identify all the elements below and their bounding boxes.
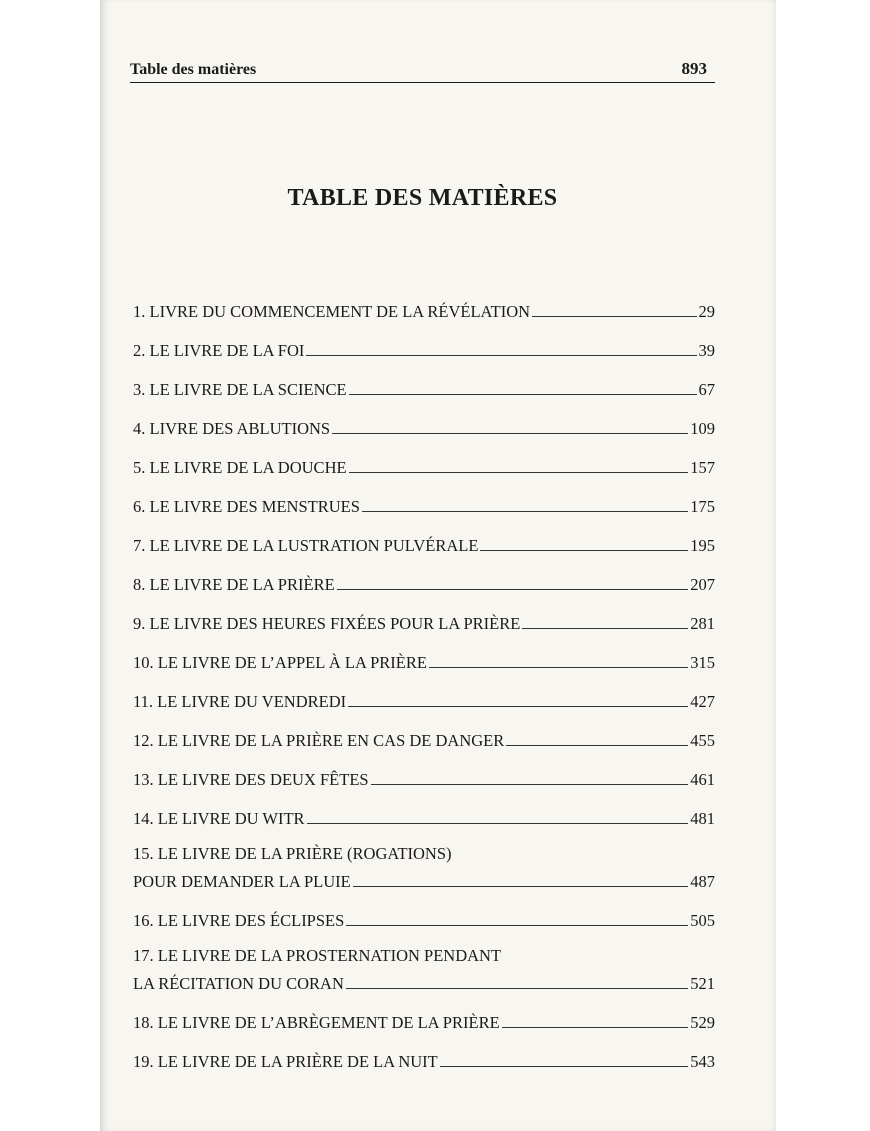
- toc-entry-row: [133, 1048, 715, 1072]
- toc-entry-label: 13. LE LIVRE DES DEUX FÊTES: [133, 770, 369, 789]
- toc-leader-line: [332, 433, 688, 434]
- toc-entry: [133, 415, 715, 439]
- toc-entry-page-number: 455: [690, 731, 715, 750]
- toc-leader-line: [371, 784, 689, 785]
- toc-entry: [133, 946, 715, 994]
- toc-entry-label: POUR DEMANDER LA PLUIE: [133, 872, 351, 891]
- toc-entry-row: [133, 415, 715, 439]
- toc-entry: [133, 493, 715, 517]
- toc-leader-line: [346, 925, 688, 926]
- toc-entry: [133, 532, 715, 556]
- toc-entry: [133, 844, 715, 892]
- toc-entry: [133, 805, 715, 829]
- toc-entry-label: 19. LE LIVRE DE LA PRIÈRE DE LA NUIT: [133, 1052, 438, 1071]
- toc-entry-label: 11. LE LIVRE DU VENDREDI: [133, 692, 347, 711]
- toc-entry-label: 10. LE LIVRE DE L’APPEL À LA PRIÈRE: [133, 653, 427, 672]
- toc-leader-line: [306, 355, 696, 356]
- toc-entry-label: 4. LIVRE DES ABLUTIONS: [133, 419, 331, 438]
- toc-entry-page-number: 281: [690, 614, 715, 633]
- toc-entry-label: 18. LE LIVRE DE L’ABRÈGEMENT DE LA PRIÈRE: [133, 1013, 500, 1032]
- toc-leader-line: [337, 589, 689, 590]
- toc-entry: [133, 337, 715, 361]
- toc-entry: [133, 1009, 715, 1033]
- toc-entry-page-number: 487: [690, 872, 715, 891]
- toc-entry: [133, 649, 715, 673]
- toc-entry-page-number: 157: [690, 458, 715, 477]
- toc-entry-label: 2. LE LIVRE DE LA FOI: [133, 341, 305, 360]
- toc-entry: [133, 688, 715, 712]
- toc-entry-row: [133, 1009, 715, 1033]
- toc-entry-page-number: 39: [698, 341, 715, 360]
- toc-entry-row: [133, 571, 715, 595]
- toc-entry-page-number: 207: [690, 575, 715, 594]
- toc-entry-page-number: 461: [690, 770, 715, 789]
- toc-entry-label: 12. LE LIVRE DE LA PRIÈRE EN CAS DE DANGER: [133, 731, 505, 750]
- toc-entry-page-number: 427: [690, 692, 715, 711]
- toc-entry-row: [133, 970, 715, 994]
- toc-entry-row: [133, 907, 715, 931]
- page-title: TABLE DES MATIÈRES: [287, 185, 558, 211]
- toc-leader-line: [502, 1027, 689, 1028]
- running-header: [130, 58, 715, 83]
- toc-leader-line: [348, 706, 688, 707]
- toc-entry: [133, 610, 715, 634]
- toc-entry-row: [133, 298, 715, 322]
- toc-entry-row: [133, 766, 715, 790]
- toc-leader-line: [349, 472, 689, 473]
- table-of-contents: [133, 298, 715, 1087]
- toc-entry: [133, 376, 715, 400]
- toc-entry-title-line: 17. LE LIVRE DE LA PROSTERNATION PENDANT: [133, 946, 502, 965]
- toc-entry-label: 3. LE LIVRE DE LA SCIENCE: [133, 380, 347, 399]
- toc-entry-label: 7. LE LIVRE DE LA LUSTRATION PULVÉRALE: [133, 536, 479, 555]
- running-header-page-number: 893: [681, 59, 707, 78]
- toc-entry-page-number: 67: [698, 380, 715, 399]
- toc-entry-page-number: 175: [690, 497, 715, 516]
- toc-entry-row: [133, 649, 715, 673]
- toc-entry: [133, 298, 715, 322]
- toc-entry-label: 5. LE LIVRE DE LA DOUCHE: [133, 458, 347, 477]
- toc-entry: [133, 907, 715, 931]
- toc-entry-page-number: 29: [698, 302, 715, 321]
- toc-entry-label: 8. LE LIVRE DE LA PRIÈRE: [133, 575, 335, 594]
- toc-entry-row: [133, 805, 715, 829]
- toc-entry-row: [133, 376, 715, 400]
- toc-entry: [133, 1048, 715, 1072]
- toc-entry: [133, 727, 715, 751]
- toc-entry-row: [133, 454, 715, 478]
- toc-leader-line: [506, 745, 688, 746]
- toc-entry-label: 6. LE LIVRE DES MENSTRUES: [133, 497, 360, 516]
- toc-leader-line: [353, 886, 689, 887]
- toc-entry-row: [133, 493, 715, 517]
- toc-leader-line: [440, 1066, 688, 1067]
- toc-entry-page-number: 529: [690, 1013, 715, 1032]
- toc-entry-page-number: 505: [690, 911, 715, 930]
- toc-entry-page-number: 481: [690, 809, 715, 828]
- toc-entry-page-number: 543: [690, 1052, 715, 1071]
- toc-entry-label: 1. LIVRE DU COMMENCEMENT DE LA RÉVÉLATION: [133, 302, 531, 321]
- toc-entry: [133, 766, 715, 790]
- toc-entry: [133, 454, 715, 478]
- toc-leader-line: [429, 667, 688, 668]
- toc-leader-line: [346, 988, 688, 989]
- toc-leader-line: [362, 511, 688, 512]
- toc-leader-line: [480, 550, 688, 551]
- toc-entry-row: [133, 610, 715, 634]
- toc-leader-line: [307, 823, 689, 824]
- toc-entry: [133, 571, 715, 595]
- toc-entry-row: [133, 868, 715, 892]
- toc-entry-row: [133, 532, 715, 556]
- toc-entry-label: LA RÉCITATION DU CORAN: [133, 974, 344, 993]
- toc-entry-row: [133, 688, 715, 712]
- toc-leader-line: [522, 628, 688, 629]
- toc-entry-page-number: 109: [690, 419, 715, 438]
- toc-entry-label: 14. LE LIVRE DU WITR: [133, 809, 305, 828]
- toc-entry-title-line: 15. LE LIVRE DE LA PRIÈRE (ROGATIONS): [133, 844, 452, 863]
- toc-leader-line: [532, 316, 696, 317]
- toc-entry-label: 16. LE LIVRE DES ÉCLIPSES: [133, 911, 345, 930]
- toc-entry-page-number: 195: [690, 536, 715, 555]
- toc-entry-page-number: 521: [690, 974, 715, 993]
- toc-entry-page-number: 315: [690, 653, 715, 672]
- toc-leader-line: [349, 394, 697, 395]
- running-header-title: Table des matières: [130, 61, 257, 78]
- toc-entry-row: [133, 727, 715, 751]
- toc-entry-row: [133, 337, 715, 361]
- toc-entry-label: 9. LE LIVRE DES HEURES FIXÉES POUR LA PRIÈRE: [133, 614, 521, 633]
